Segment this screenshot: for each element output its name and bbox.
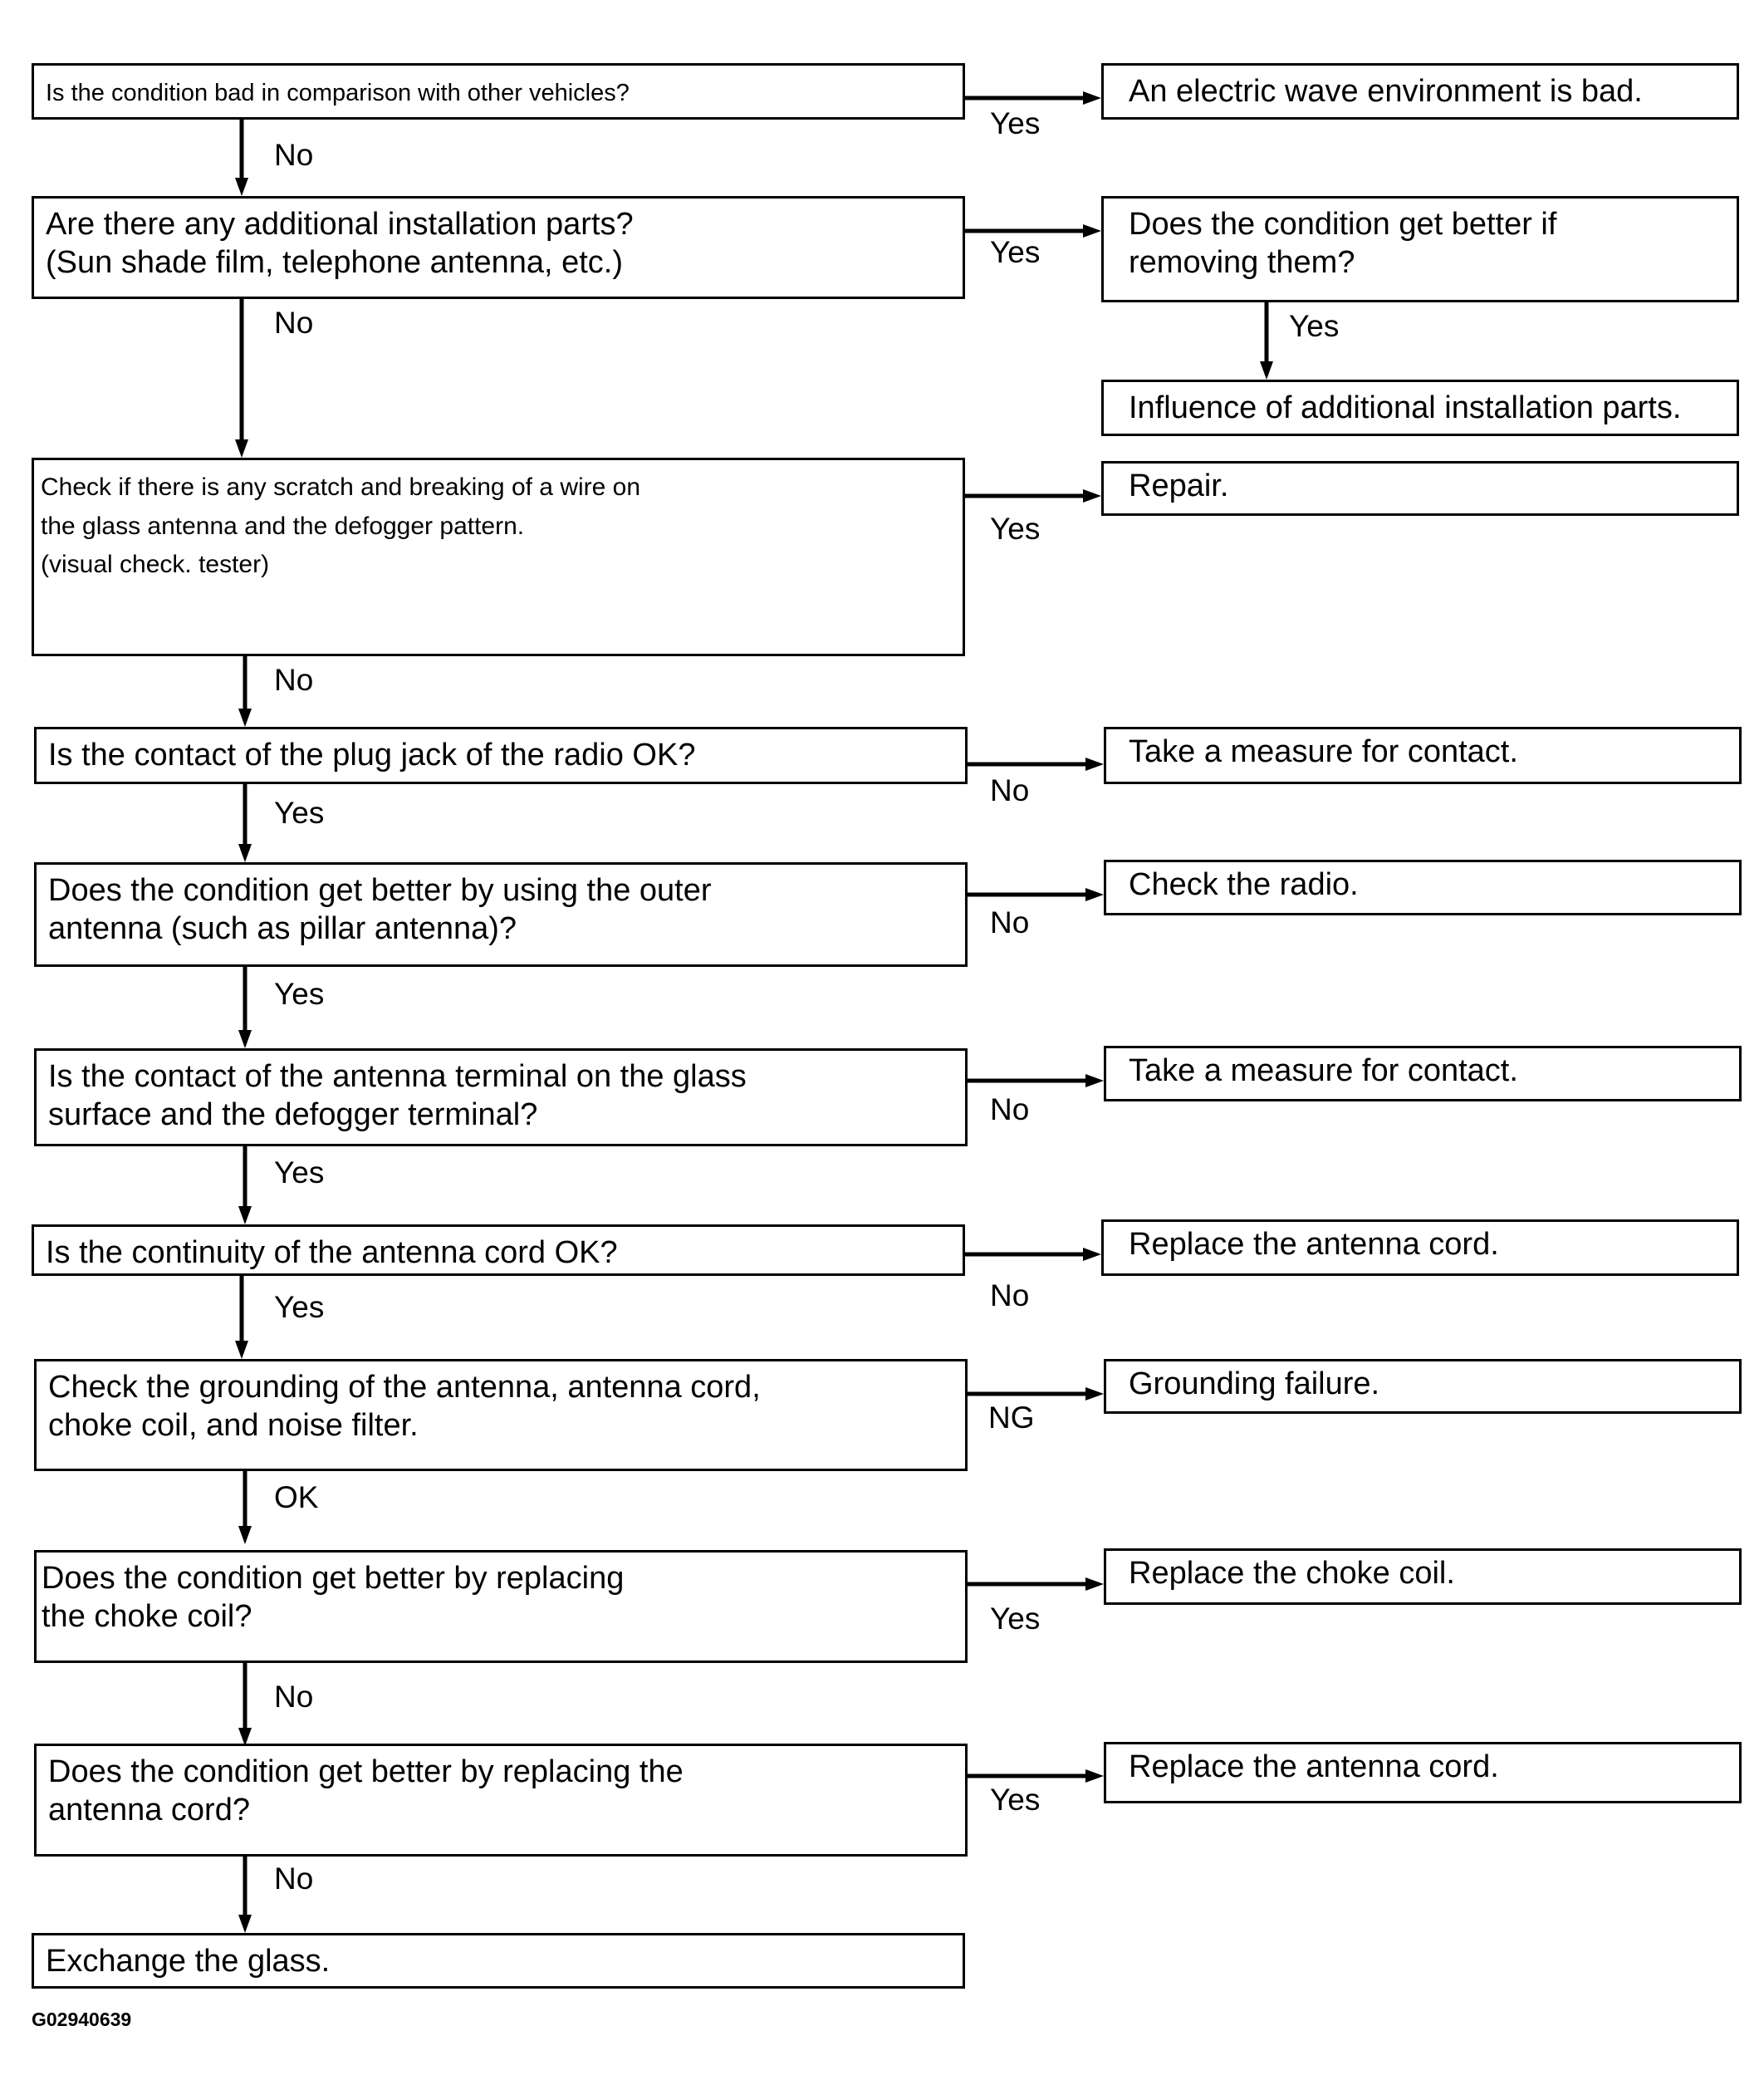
result-box-electric-wave-environment: An electric wave environment is bad. — [1101, 63, 1739, 120]
result-box-check-radio: Check the radio. — [1104, 860, 1742, 915]
arrowhead-down — [235, 439, 248, 458]
arrowhead-right — [1083, 1248, 1101, 1261]
edge-label-q8-ng: NG — [988, 1401, 1035, 1435]
result-box-replace-antenna-cord: Replace the antenna cord. — [1101, 1219, 1739, 1276]
question-box-grounding-check: Check the grounding of the antenna, antenna cord, choke coil, and noise filter. — [34, 1359, 968, 1471]
edge-label-q7-yes: Yes — [274, 1290, 325, 1324]
edge-label-q6-no: No — [990, 1092, 1030, 1126]
result-box-remove-parts-question: Does the condition get better if removing them? — [1101, 196, 1739, 302]
arrowhead-down — [238, 1526, 252, 1544]
edge-label-r2-yes: Yes — [1289, 309, 1340, 343]
result-box-replace-antenna-cord-2: Replace the antenna cord. — [1104, 1742, 1742, 1803]
arrowhead-right — [1083, 224, 1101, 238]
arrowhead-down — [238, 1206, 252, 1224]
question-box-outer-antenna: Does the condition get better by using the outer antenna (such as pillar antenna)? — [34, 862, 968, 967]
edge-label-q9-yes: Yes — [990, 1602, 1041, 1636]
arrowhead-right — [1085, 1577, 1104, 1591]
arrowhead-down — [1260, 361, 1273, 380]
arrowhead-down — [238, 1915, 252, 1933]
question-box-replace-antenna-cord: Does the condition get better by replacing the antenna cord? — [34, 1744, 968, 1857]
final-box-exchange-glass: Exchange the glass. — [32, 1933, 965, 1989]
edge-label-q4-yes: Yes — [274, 796, 325, 830]
arrowhead-right — [1083, 489, 1101, 503]
arrowhead-down — [235, 1341, 248, 1359]
question-box-antenna-cord-continuity: Is the continuity of the antenna cord OK? — [32, 1224, 965, 1276]
edge-label-q5-no: No — [990, 905, 1030, 939]
edge-label-q1-no: No — [274, 138, 314, 172]
figure-code: G02940639 — [32, 2009, 132, 2030]
edge-label-q4-no: No — [990, 773, 1030, 807]
arrowhead-right — [1085, 888, 1104, 901]
question-box-condition-vs-other-vehicles: Is the condition bad in comparison with other vehicles? — [32, 63, 965, 120]
edge-label-q6-yes: Yes — [274, 1155, 325, 1190]
edge-label-q3-yes: Yes — [990, 512, 1041, 546]
edge-label-q9-no: No — [274, 1680, 314, 1714]
edge-label-q7-no: No — [990, 1278, 1030, 1312]
arrowhead-down — [238, 844, 252, 862]
edge-label-q10-no: No — [274, 1862, 314, 1896]
edge-label-q2-no: No — [274, 306, 314, 340]
question-box-antenna-terminal-contact: Is the contact of the antenna terminal on the glass surface and the defogger terminal? — [34, 1048, 968, 1146]
result-box-grounding-failure: Grounding failure. — [1104, 1359, 1742, 1414]
arrowhead-right — [1085, 1074, 1104, 1087]
arrowhead-down — [238, 1030, 252, 1048]
arrowhead-right — [1083, 91, 1101, 105]
question-box-scratch-check: Check if there is any scratch and breaking of a wire on the glass antenna and the defogger pattern. (visual check. tester) — [32, 458, 965, 656]
arrowhead-right — [1085, 758, 1104, 771]
edge-label-q2-yes: Yes — [990, 235, 1041, 269]
question-box-additional-parts: Are there any additional installation parts? (Sun shade film, telephone antenna, etc.) — [32, 196, 965, 299]
question-box-replace-choke-coil: Does the condition get better by replacing the choke coil? — [34, 1550, 968, 1663]
edge-label-q8-ok: OK — [274, 1480, 319, 1514]
edge-label-q10-yes: Yes — [990, 1783, 1041, 1817]
arrowhead-right — [1085, 1387, 1104, 1401]
arrowhead-right — [1085, 1769, 1104, 1783]
edge-label-q5-yes: Yes — [274, 977, 325, 1011]
edge-label-q3-no: No — [274, 663, 314, 697]
result-box-repair: Repair. — [1101, 461, 1739, 516]
arrowhead-down — [238, 709, 252, 727]
result-box-terminal-measure: Take a measure for contact. — [1104, 1046, 1742, 1101]
arrowhead-down — [235, 178, 248, 196]
edge-label-q1-yes: Yes — [990, 106, 1041, 140]
result-box-replace-choke-coil: Replace the choke coil. — [1104, 1548, 1742, 1605]
question-box-plug-jack-contact: Is the contact of the plug jack of the radio OK? — [34, 727, 968, 784]
result-box-influence-of-parts: Influence of additional installation parts. — [1101, 380, 1739, 436]
result-box-plug-jack-measure: Take a measure for contact. — [1104, 727, 1742, 784]
